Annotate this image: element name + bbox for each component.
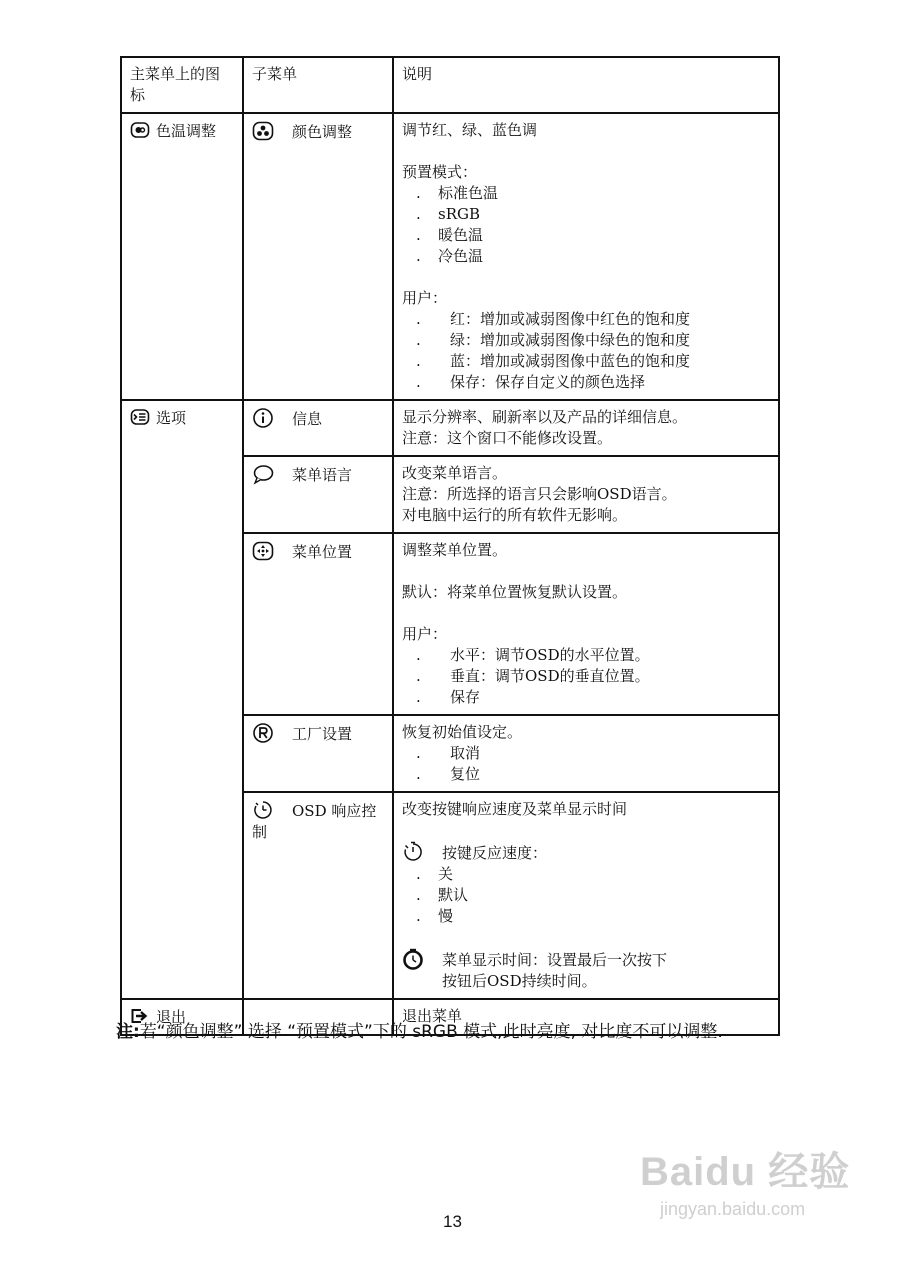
list-item: . 暖色温	[416, 226, 484, 244]
header-submenu: 子菜单	[243, 57, 393, 113]
list-item: . 复位	[416, 765, 481, 783]
speed-line: 按键反应速度：	[402, 841, 770, 864]
list-item: . 取消	[416, 744, 481, 762]
main-cell-options	[121, 400, 243, 999]
header-description: 说明	[393, 57, 779, 113]
info-icon	[252, 407, 278, 429]
list-item: . 关	[416, 865, 454, 883]
preset-title: 预置模式：	[402, 163, 478, 181]
desc-cell-info: 显示分辨率、刷新率以及产品的详细信息。 注意：这个窗口不能修改设置。	[393, 400, 779, 456]
list-item: . 慢	[416, 907, 454, 925]
list-item: . 冷色温	[416, 247, 484, 265]
timer-icon	[402, 948, 442, 970]
list-item: . 水平：调节OSD的水平位置。	[416, 646, 650, 664]
table-header-row	[121, 57, 779, 113]
header-main-menu-icon: 主菜单上的图标	[121, 57, 243, 113]
desc-cell-osd: 改变按键响应速度及菜单显示时间 按键反应速度： . 关 . 默认 . 慢 菜单显示时间：设置最后一次按下 按钮后OSD持续时间。	[393, 792, 779, 999]
sub-cell-info	[243, 400, 393, 456]
sub-cell-language	[243, 456, 393, 533]
osd-menu-table	[120, 56, 780, 1036]
list-item: . 红：增加或减弱图像中红色的饱和度	[416, 310, 691, 328]
sub-label-osd: OSD 响应控制	[252, 802, 377, 841]
watermark	[640, 1140, 880, 1250]
footnote	[116, 1017, 806, 1047]
desc-cell-factory: 恢复初始值设定。 . 取消 . 复位	[393, 715, 779, 792]
stopwatch-icon	[402, 841, 442, 863]
table-row-info	[121, 400, 779, 456]
time-line: 菜单显示时间：设置最后一次按下	[402, 948, 770, 971]
list-item: . 蓝：增加或减弱图像中蓝色的饱和度	[416, 352, 691, 370]
desc-cell-language: 改变菜单语言。 注意：所选择的语言只会影响OSD语言。 对电脑中运行的所有软件无影响。	[393, 456, 779, 533]
color-adjust-icon	[252, 120, 278, 142]
list-item: . 保存：保存自定义的颜色选择	[416, 373, 646, 391]
list-item: . 垂直：调节OSD的垂直位置。	[416, 667, 650, 685]
list-item: . 保存	[416, 688, 481, 706]
table-row-color-temp	[121, 113, 779, 400]
page-number: 13	[443, 1212, 462, 1231]
list-item: . 标准色温	[416, 184, 499, 202]
color-temp-icon	[130, 120, 150, 140]
desc-color-adjust: 调节红、绿、蓝色调	[402, 121, 538, 139]
osd-timer-icon	[252, 799, 278, 821]
list-item: . 默认	[416, 886, 469, 904]
main-label-exit: 退出	[156, 1008, 187, 1026]
options-icon	[130, 407, 150, 427]
main-label-options: 选项	[156, 409, 187, 427]
sub-label-position: 菜单位置	[292, 543, 353, 561]
sub-label-color-adjust: 颜色调整	[292, 123, 353, 141]
footnote-text: 若“颜色调整” 选择 “预置模式”下的 sRGB 模式,此时亮度, 对比度不可以调整.	[139, 1022, 723, 1042]
desc-cell-exit: 退出菜单	[393, 999, 779, 1035]
main-label-color-temp: 色温调整	[156, 122, 217, 140]
list-item: . 绿：增加或减弱图像中绿色的饱和度	[416, 331, 691, 349]
main-cell-color-temp	[121, 113, 243, 400]
desc-cell-color-adjust	[393, 113, 779, 400]
language-icon	[252, 463, 278, 485]
user-title: 用户：	[402, 289, 448, 307]
desc-cell-position: 调整菜单位置。 默认：将菜单位置恢复默认设置。 用户： . 水平：调节OSD的水平位置。 . 垂直：调节OSD的垂直位置。 . 保存	[393, 533, 779, 715]
sub-label-factory: 工厂设置	[292, 725, 353, 743]
list-item: . sRGB	[416, 205, 480, 223]
sub-cell-osd	[243, 792, 393, 999]
sub-label-info: 信息	[292, 410, 323, 428]
position-icon	[252, 540, 278, 562]
sub-label-language: 菜单语言	[292, 466, 353, 484]
sub-cell-factory	[243, 715, 393, 792]
sub-cell-color-adjust	[243, 113, 393, 400]
factory-reset-icon	[252, 722, 278, 744]
footnote-bold-label: 注:	[116, 1022, 140, 1042]
watermark-logo: Baidu 经验	[640, 1150, 851, 1194]
watermark-url: jingyan.baidu.com	[660, 1199, 806, 1219]
sub-cell-position	[243, 533, 393, 715]
